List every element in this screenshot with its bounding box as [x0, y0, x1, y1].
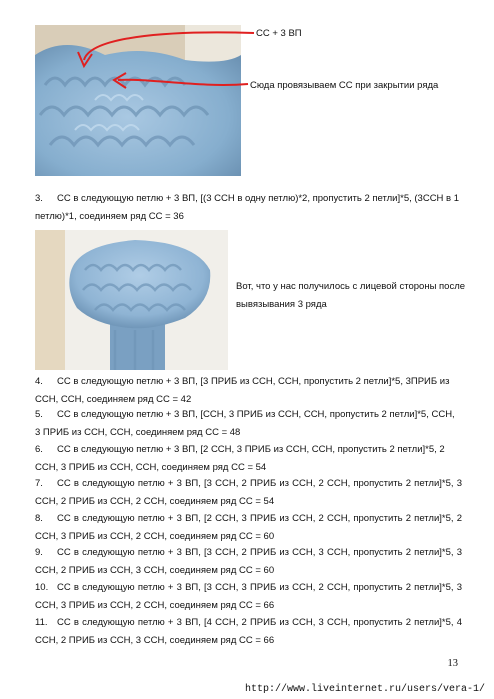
step-7: [35, 475, 462, 511]
step-text: СС в следующую петлю + 3 ВП, [ССН, 3 ПРИБ из ССН, ССН, пропустить 2 петли]*5, ССН, 3 ПРИБ из ССН, ССН, соединяем ряд СС = 48: [35, 409, 455, 438]
step-6: [35, 441, 462, 477]
step-8: [35, 510, 462, 546]
step-text: СС в следующую петлю + 3 ВП, [3 ССН, 3 ПРИБ из ССН, 2 ССН, пропустить 2 петли]*5, 3 ССН, 3 ПРИБ из ССН, 2 ССН, соединяем ряд СС = 66: [35, 582, 462, 611]
step-number: 8.: [35, 513, 43, 524]
step-text: СС в следующую петлю + 3 ВП, [4 ССН, 2 ПРИБ из ССН, 3 ССН, пропустить 2 петли]*5, 4 ССН, 2 ПРИБ из ССН, 3 ССН, соединяем ряд СС = 66: [35, 617, 462, 646]
step-text: СС в следующую петлю + 3 ВП, [2 ССН, 3 ПРИБ из ССН, ССН, пропустить 2 петли]*5, 2 ССН, 3 ПРИБ из ССН, ССН, соединяем ряд СС = 54: [35, 444, 445, 473]
page-number: 13: [447, 658, 458, 669]
photo-caption: Вот, что у нас получилось с лицевой стороны после вывязывания 3 ряда: [236, 281, 466, 310]
arrow-label-side: Сюда провязываем СС при закрытии ряда: [250, 80, 439, 91]
step-3: [35, 190, 462, 226]
footer-url-link[interactable]: http://www.liveinternet.ru/users/vera-1/: [245, 684, 486, 695]
step-number: 7.: [35, 478, 43, 489]
stitch-closeup-photo: [35, 25, 241, 176]
step-text: СС в следующую петлю + 3 ВП, [2 ССН, 3 ПРИБ из ССН, 2 ССН, пропустить 2 петли]*5, 2 ССН, 3 ПРИБ из ССН, 2 ССН, соединяем ряд СС = 60: [35, 513, 462, 542]
arrow-label-top: СС + 3 ВП: [256, 28, 302, 39]
step-9: [35, 544, 462, 580]
step-number: 6.: [35, 444, 43, 455]
step-text: СС в следующую петлю + 3 ВП, [(3 ССН в одну петлю)*2, пропустить 2 петли]*5, (3ССН в 1 петлю)*1, соединяем ряд СС = 36: [35, 193, 460, 222]
step-number: 9.: [35, 547, 43, 558]
step-text: СС в следующую петлю + 3 ВП, [3 ССН, 2 ПРИБ из ССН, 3 ССН, пропустить 2 петли]*5, 3 ССН, 2 ПРИБ из ССН, 3 ССН, соединяем ряд СС = 60: [35, 547, 462, 576]
step-number: 11.: [35, 617, 48, 628]
step-number: 5.: [35, 409, 43, 420]
step-4: [35, 373, 462, 409]
step-10: [35, 579, 462, 615]
step-number: 3.: [35, 193, 43, 204]
step-text: СС в следующую петлю + 3 ВП, [3 ПРИБ из ССН, ССН, пропустить 2 петли]*5, 3ПРИБ из ССН, ССН, соединяем ряд СС = 42: [35, 376, 450, 405]
step-text: СС в следующую петлю + 3 ВП, [3 ССН, 2 ПРИБ из ССН, 2 ССН, пропустить 2 петли]*5, 3 ССН, 2 ПРИБ из ССН, 2 ССН, соединяем ряд СС = 54: [35, 478, 462, 507]
step-number: 10.: [35, 582, 49, 593]
step-number: 4.: [35, 376, 43, 387]
row3-result-photo: [35, 230, 228, 370]
step-11: [35, 614, 462, 650]
step-5: [35, 406, 462, 442]
